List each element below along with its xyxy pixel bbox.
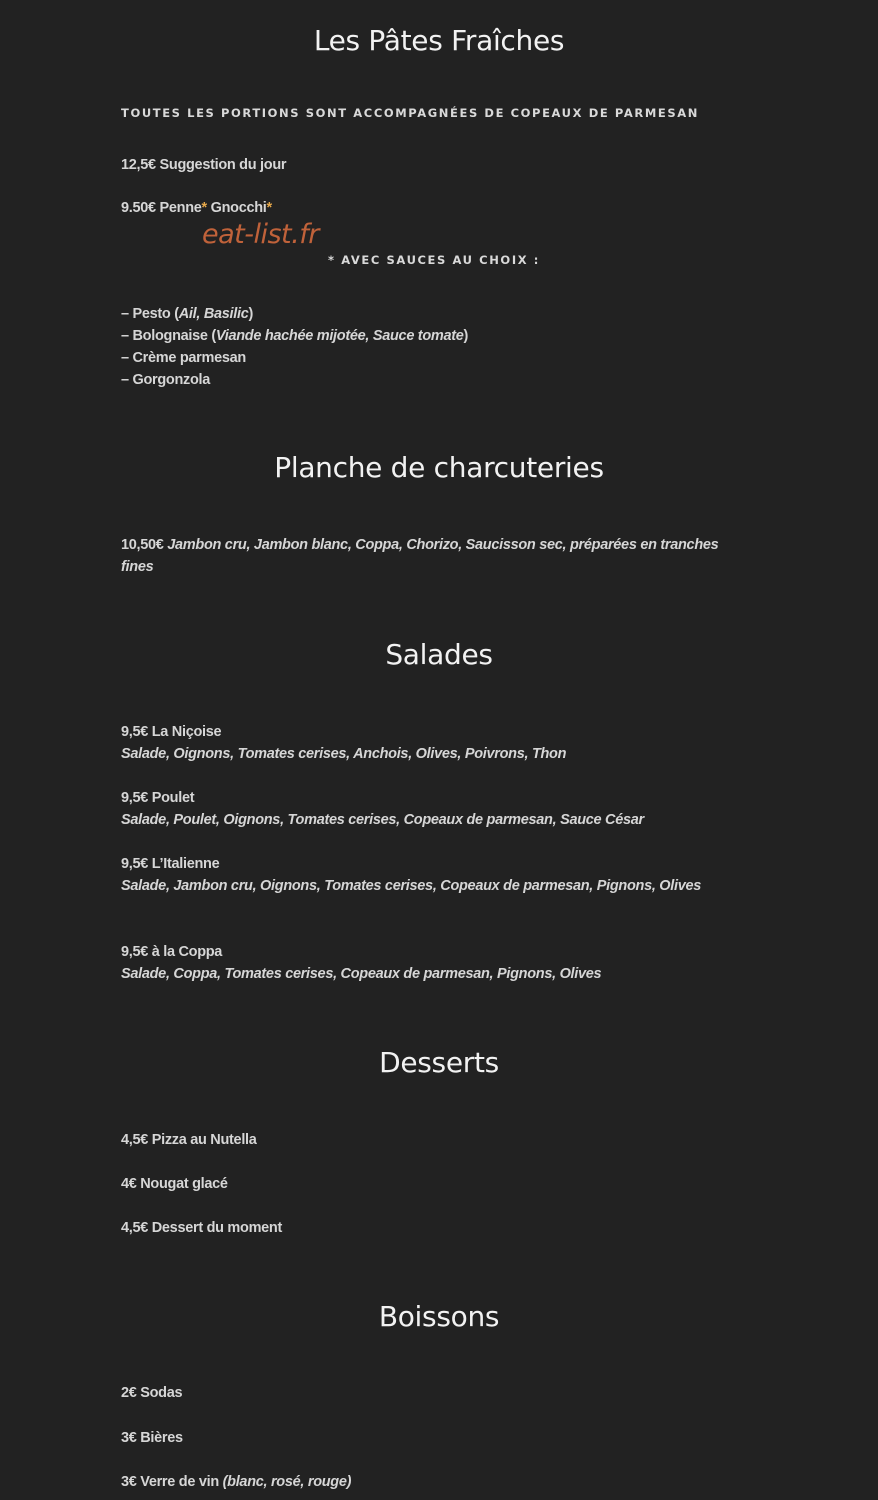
- pates-note: TOUTES LES PORTIONS SONT ACCOMPAGNÉES DE COPEAUX DE PARMESAN: [121, 106, 699, 120]
- menu-item-vin: 3€ Verre de vin (blanc, rosé, rouge): [121, 1474, 352, 1490]
- section-title-planche: Planche de charcuteries: [274, 451, 604, 484]
- salade-name: 9,5€ La Niçoise: [121, 724, 222, 740]
- sauce-pesto: – Pesto (Ail, Basilic): [121, 306, 254, 322]
- salade-desc: Salade, Jambon cru, Oignons, Tomates cerises, Copeaux de parmesan, Pignons, Olives: [121, 878, 702, 894]
- salade-desc: Salade, Oignons, Tomates cerises, Anchois, Olives, Poivrons, Thon: [121, 746, 567, 762]
- menu-item-salade: [121, 853, 741, 897]
- sauce-list: [121, 303, 468, 391]
- sauce-bolognaise: – Bolognaise (Viande hachée mijotée, Sauce tomate): [121, 328, 469, 344]
- gnocchi-label: Gnocchi: [206, 200, 267, 216]
- menu-item-salade: [121, 941, 741, 985]
- planche-desc: Jambon cru, Jambon blanc, Coppa, Chorizo, Saucisson sec, préparées en tranches fines: [121, 537, 719, 575]
- salade-desc: Salade, Poulet, Oignons, Tomates cerises, Copeaux de parmesan, Sauce César: [121, 812, 644, 828]
- watermark-logo: eat-list.fr: [202, 219, 319, 250]
- salade-name: 9,5€ à la Coppa: [121, 944, 223, 960]
- planche-price: 10,50€: [121, 537, 168, 553]
- sauce-choice-label: * AVEC SAUCES AU CHOIX :: [328, 253, 540, 267]
- penne-label: 9.50€ Penne: [121, 200, 202, 216]
- section-title-boissons: Boissons: [378, 1300, 500, 1333]
- menu-item-penne-gnocchi: [121, 197, 741, 219]
- asterisk-1: *: [201, 200, 207, 216]
- section-title-pates: Les Pâtes Fraîches: [313, 24, 565, 57]
- menu-item-dessert: 4,5€ Dessert du moment: [121, 1220, 283, 1236]
- menu-item-salade: [121, 721, 741, 765]
- asterisk-2: *: [266, 200, 272, 216]
- menu-item-salade: [121, 787, 741, 831]
- sauce-creme-parmesan: – Crème parmesan: [121, 350, 246, 366]
- menu-item-dessert: 4€ Nougat glacé: [121, 1176, 228, 1192]
- menu-item-suggestion: 12,5€ Suggestion du jour: [121, 157, 287, 173]
- menu-item-dessert: 4,5€ Pizza au Nutella: [121, 1132, 257, 1148]
- menu-item-boisson: 3€ Bières: [121, 1430, 183, 1446]
- menu-item-boisson: 2€ Sodas: [121, 1385, 183, 1401]
- menu-item-planche: [121, 534, 741, 578]
- sauce-gorgonzola: – Gorgonzola: [121, 372, 211, 388]
- section-title-desserts: Desserts: [379, 1046, 499, 1079]
- salade-name: 9,5€ Poulet: [121, 790, 195, 806]
- salade-name: 9,5€ L’Italienne: [121, 856, 220, 872]
- section-title-salades: Salades: [385, 638, 493, 671]
- salade-desc: Salade, Coppa, Tomates cerises, Copeaux de parmesan, Pignons, Olives: [121, 966, 602, 982]
